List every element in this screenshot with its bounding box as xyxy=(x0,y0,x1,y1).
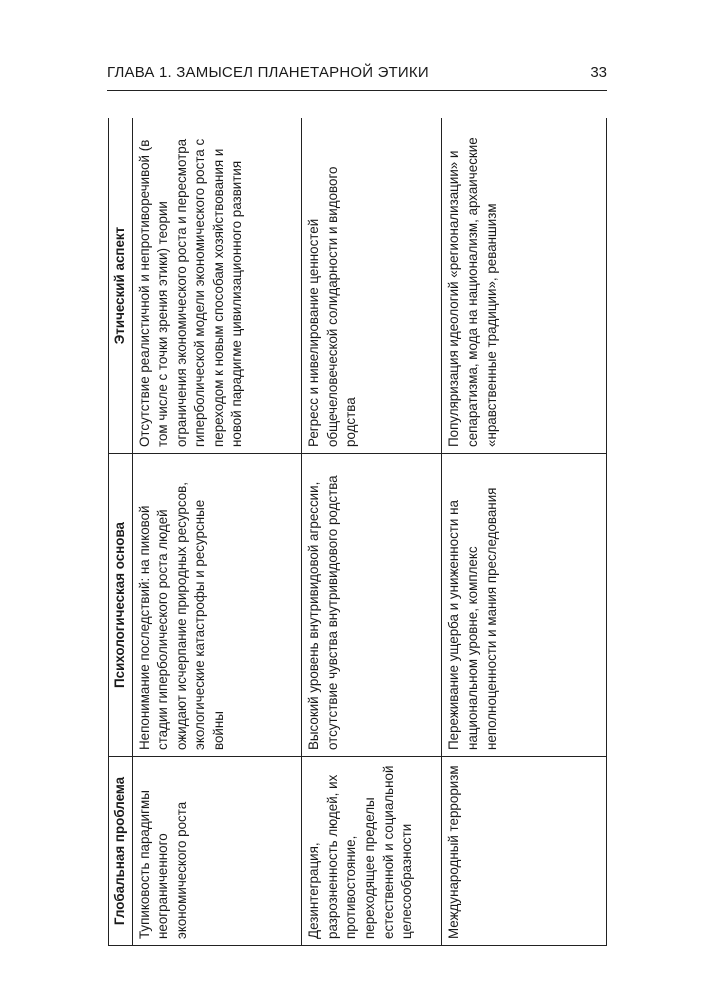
page-number: 33 xyxy=(590,64,607,81)
cell-ethics: Отсутствие реалистичной и непротиворечивой (в том числе с точки зрения этики) теории ограничения экономического роста и пересмотра гиперболической модели экономического роста с переходом к новым способам хозяйствования и новой парадигме цивилизационного развития xyxy=(132,118,302,454)
cell-basis: Высокий уровень внутривидовой агрессии, отсутствие чувства внутривидового родства xyxy=(302,454,442,757)
table-row xyxy=(132,118,302,946)
table-row xyxy=(302,118,442,946)
cell-basis: Непонимание последствий: на пиковой стадии гиперболического роста людей ожидают исчерпание природных ресурсов, экологические катастрофы и ресурсные войны xyxy=(132,454,302,757)
cell-ethics: Популяризация идеологий «регионализации» и сепаратизма, мода на национализм, архаические «нравственные традиции», реваншизм xyxy=(442,118,607,454)
running-header xyxy=(107,64,607,91)
rotated-table-container xyxy=(108,118,607,946)
cell-problem: Международный терроризм xyxy=(442,757,607,946)
cell-problem: Дезинтеграция, разрозненность людей, их противостояние, переходящее пределы естественной и социальной целесообразности xyxy=(302,757,442,946)
cell-problem: Тупиковость парадигмы неограниченного экономического роста xyxy=(132,757,302,946)
table-row xyxy=(442,118,607,946)
column-header-basis: Психологическая основа xyxy=(109,454,133,757)
table-header-row xyxy=(109,118,133,946)
problems-table xyxy=(108,118,607,946)
chapter-title: ГЛАВА 1. ЗАМЫСЕЛ ПЛАНЕТАРНОЙ ЭТИКИ xyxy=(107,64,429,81)
column-header-ethics: Этический аспект xyxy=(109,118,133,454)
cell-ethics: Регресс и нивелирование ценностей общечеловеческой солидарности и видового родства xyxy=(302,118,442,454)
column-header-problem: Глобальная проблема xyxy=(109,757,133,946)
cell-basis: Переживание ущерба и униженности на национальном уровне, комплекс неполноценности и мания преследования xyxy=(442,454,607,757)
